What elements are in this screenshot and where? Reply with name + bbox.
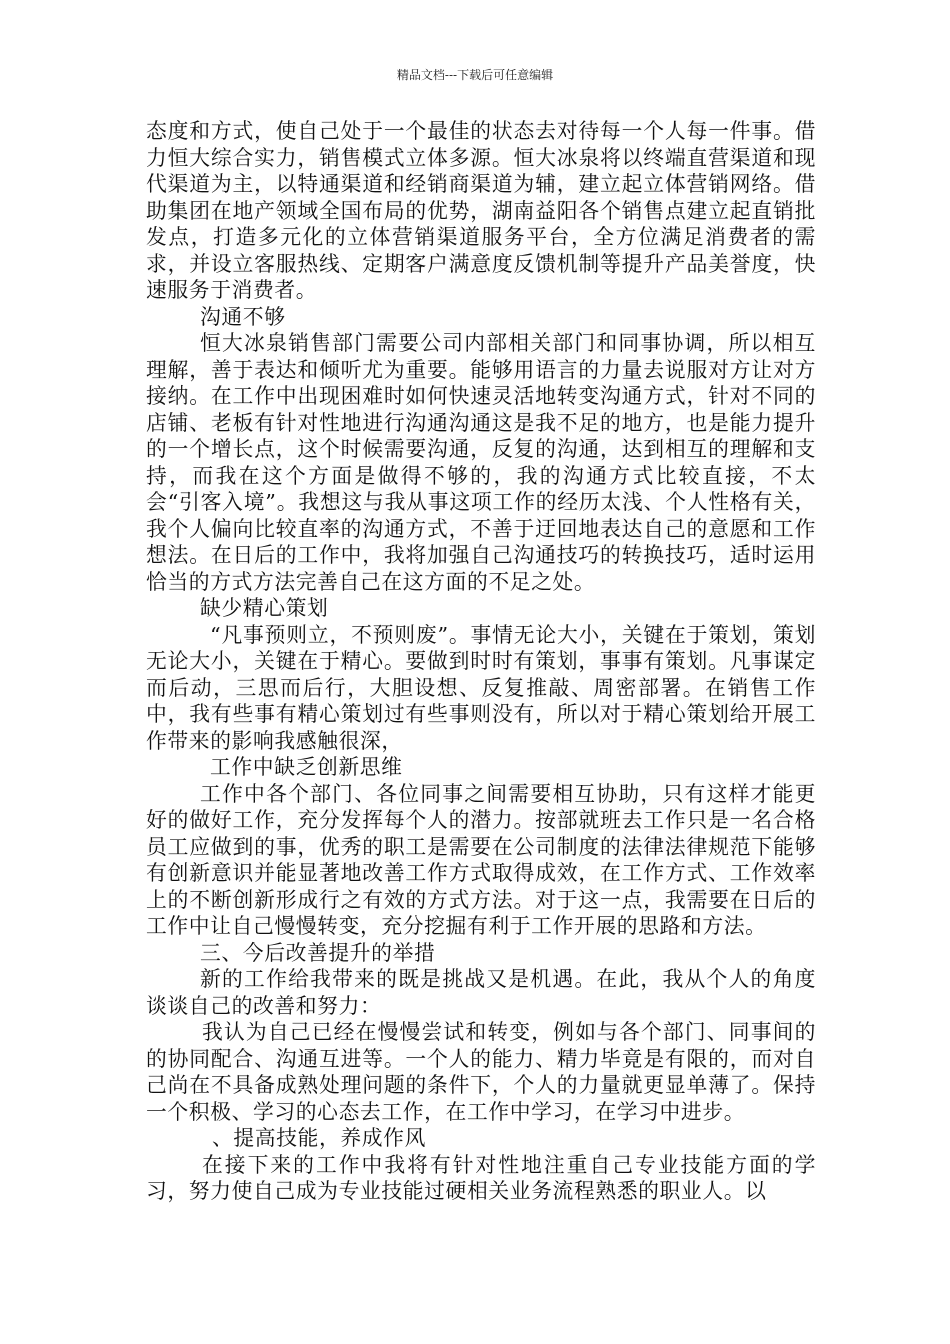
paragraph-planning: “凡事预则立，不预则废”。事情无论大小，关键在于策划，策划无论大小，关键在于精心。要做到时时有策划，事事有策划。凡事谋定而后动，三思而后行，大胆设想、反复推敲、周密部署。在销售工作中，我有些事有精心策划过有些事则没有，所以对于精心策划给开展工作带来的影响我感触很深，: [146, 622, 816, 753]
paragraph-skills: 在接下来的工作中我将有针对性地注重自己专业技能方面的学习，努力使自己成为专业技能过硬相关业务流程熟悉的职业人。以: [146, 1152, 816, 1203]
paragraph-communication: 恒大冰泉销售部门需要公司内部相关部门和同事协调，所以相互理解，善于表达和倾听尤为重要。能够用语言的力量去说服对方让对方接纳。在工作中出现困难时如何快速灵活地转变沟通方式，针对不同的店铺、老板有针对性地进行沟通沟通这是我不足的地方，也是能力提升的一个增长点，这个时候需要沟通，反复的沟通，达到相互的理解和支持，而我在这个方面是做得不够的，我的沟通方式比较直接，不太会“引客入境”。我想这与我从事这项工作的经历太浅、个人性格有关，我个人偏向比较直率的沟通方式，不善于迂回地表达自己的意愿和工作想法。在日后的工作中，我将加强自己沟通技巧的转换技巧，适时运用恰当的方式方法完善自己在这方面的不足之处。: [146, 331, 816, 594]
paragraph-sales-channels: 态度和方式，使自己处于一个最佳的状态去对待每一个人每一件事。借力恒大综合实力，销售模式立体多源。恒大冰泉将以终端直营渠道和现代渠道为主，以特通渠道和经销商渠道为辅，建立起立体营销网络。借助集团在地产领域全国布局的优势，湖南益阳各个销售点建立起直销批发点，打造多元化的立体营销渠道服务平台，全方位满足消费者的需求，并设立客服热线、定期客户满意度反馈机制等提升产品美誉度，快速服务于消费者。: [146, 119, 816, 302]
heading-improve-skills: 、提高技能，养成作风: [212, 1126, 426, 1150]
paragraph-innovation: 工作中各个部门、各位同事之间需要相互协助，只有这样才能更好的做好工作，充分发挥每个人的潜力。按部就班去工作只是一名合格员工应做到的事，优秀的职工是需要在公司制度的法律法律规范下能够有创新意识并能显著地改善工作方式取得成效，在工作方式、工作效率上的不断创新形成行之有效的方式方法。对于这一点，我需要在日后的工作中让自己慢慢转变，充分挖掘有利于工作开展的思路和方法。: [146, 781, 816, 938]
heading-insufficient-communication: 沟通不够: [200, 304, 286, 329]
heading-improvement-measures: 三、今后改善提升的举措: [200, 940, 436, 965]
heading-lack-of-innovation: 工作中缺乏创新思维: [210, 755, 403, 779]
paragraph-self-improvement: 我认为自己已经在慢慢尝试和转变，例如与各个部门、同事间的的协同配合、沟通互进等。一个人的能力、精力毕竟是有限的，而对自己尚在不具备成熟处理问题的条件下，个人的力量就更显单薄了。保持一个积极、学习的心态去工作，在工作中学习，在学习中进步。: [146, 1020, 816, 1124]
heading-lack-of-planning: 缺少精心策划: [200, 596, 329, 620]
page-header: 精品文档---下载后可任意编辑: [396, 68, 554, 82]
paragraph-challenges: 新的工作给我带来的既是挑战又是机遇。在此，我从个人的角度谈谈自己的改善和努力：: [146, 967, 816, 1018]
document-body: [146, 118, 816, 1205]
